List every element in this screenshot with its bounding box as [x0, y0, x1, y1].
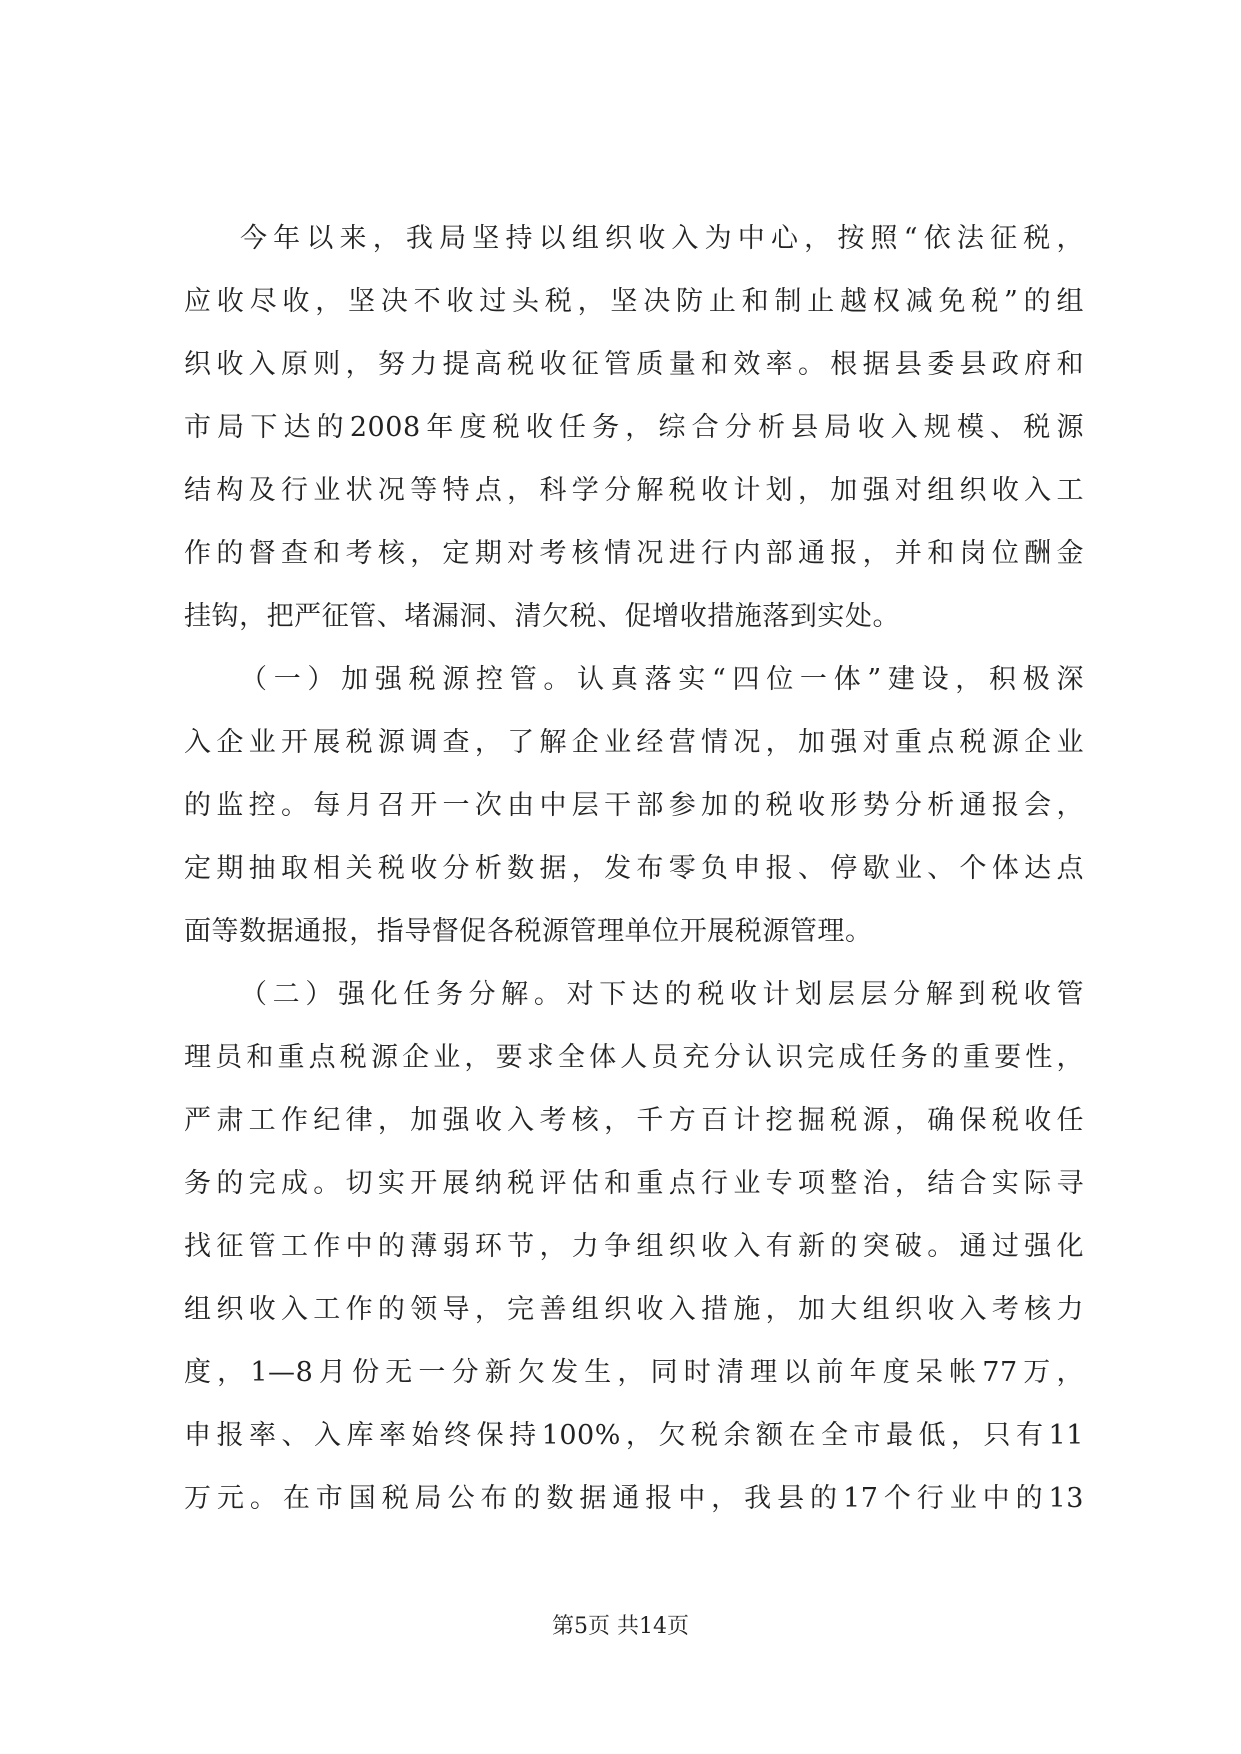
- text-line: 理员和重点税源企业，要求全体人员充分认识完成任务的重要性，: [184, 1042, 1084, 1073]
- text-line: 万元。在市国税局公布的数据通报中，我县的17个行业中的13: [184, 1483, 1084, 1514]
- text-line: 的监控。每月召开一次由中层干部参加的税收形势分析通报会，: [184, 790, 1084, 821]
- text-line: 务的完成。切实开展纳税评估和重点行业专项整治，结合实际寻: [184, 1168, 1084, 1199]
- text-line: 找征管工作中的薄弱环节，力争组织收入有新的突破。通过强化: [184, 1231, 1084, 1262]
- text-line: 度，1—8月份无一分新欠发生，同时清理以前年度呆帐77万，: [184, 1357, 1084, 1388]
- text-line: 组织收入工作的领导，完善组织收入措施，加大组织收入考核力: [184, 1294, 1084, 1325]
- text-line: 结构及行业状况等特点，科学分解税收计划，加强对组织收入工: [184, 475, 1084, 506]
- text-line: （二）强化任务分解。对下达的税收计划层层分解到税收管: [240, 979, 1084, 1010]
- text-line: 市局下达的2008年度税收任务，综合分析县局收入规模、税源: [184, 412, 1084, 443]
- body-text: [184, 207, 1084, 1530]
- text-line: 入企业开展税源调查，了解企业经营情况，加强对重点税源企业: [184, 727, 1084, 758]
- text-line: 申报率、入库率始终保持100%，欠税余额在全市最低，只有11: [184, 1420, 1084, 1451]
- text-line: 挂钩，把严征管、堵漏洞、清欠税、促增收措施落到实处。: [184, 601, 901, 632]
- text-line: 作的督查和考核，定期对考核情况进行内部通报，并和岗位酬金: [184, 538, 1084, 569]
- text-line: 应收尽收，坚决不收过头税，坚决防止和制止越权减免税”的组: [184, 286, 1084, 317]
- text-line: （一）加强税源控管。认真落实“四位一体”建设，积极深: [240, 664, 1084, 695]
- text-line: 今年以来，我局坚持以组织收入为中心，按照“依法征税，: [240, 223, 1084, 254]
- text-line: 织收入原则，努力提高税收征管质量和效率。根据县委县政府和: [184, 349, 1084, 380]
- text-line: 面等数据通报，指导督促各税源管理单位开展税源管理。: [184, 916, 873, 947]
- text-line: 严肃工作纪律，加强收入考核，千方百计挖掘税源，确保税收任: [184, 1105, 1084, 1136]
- text-line: 定期抽取相关税收分析数据，发布零负申报、停歇业、个体达点: [184, 853, 1084, 884]
- page-footer: 第5页 共14页: [552, 1614, 689, 1639]
